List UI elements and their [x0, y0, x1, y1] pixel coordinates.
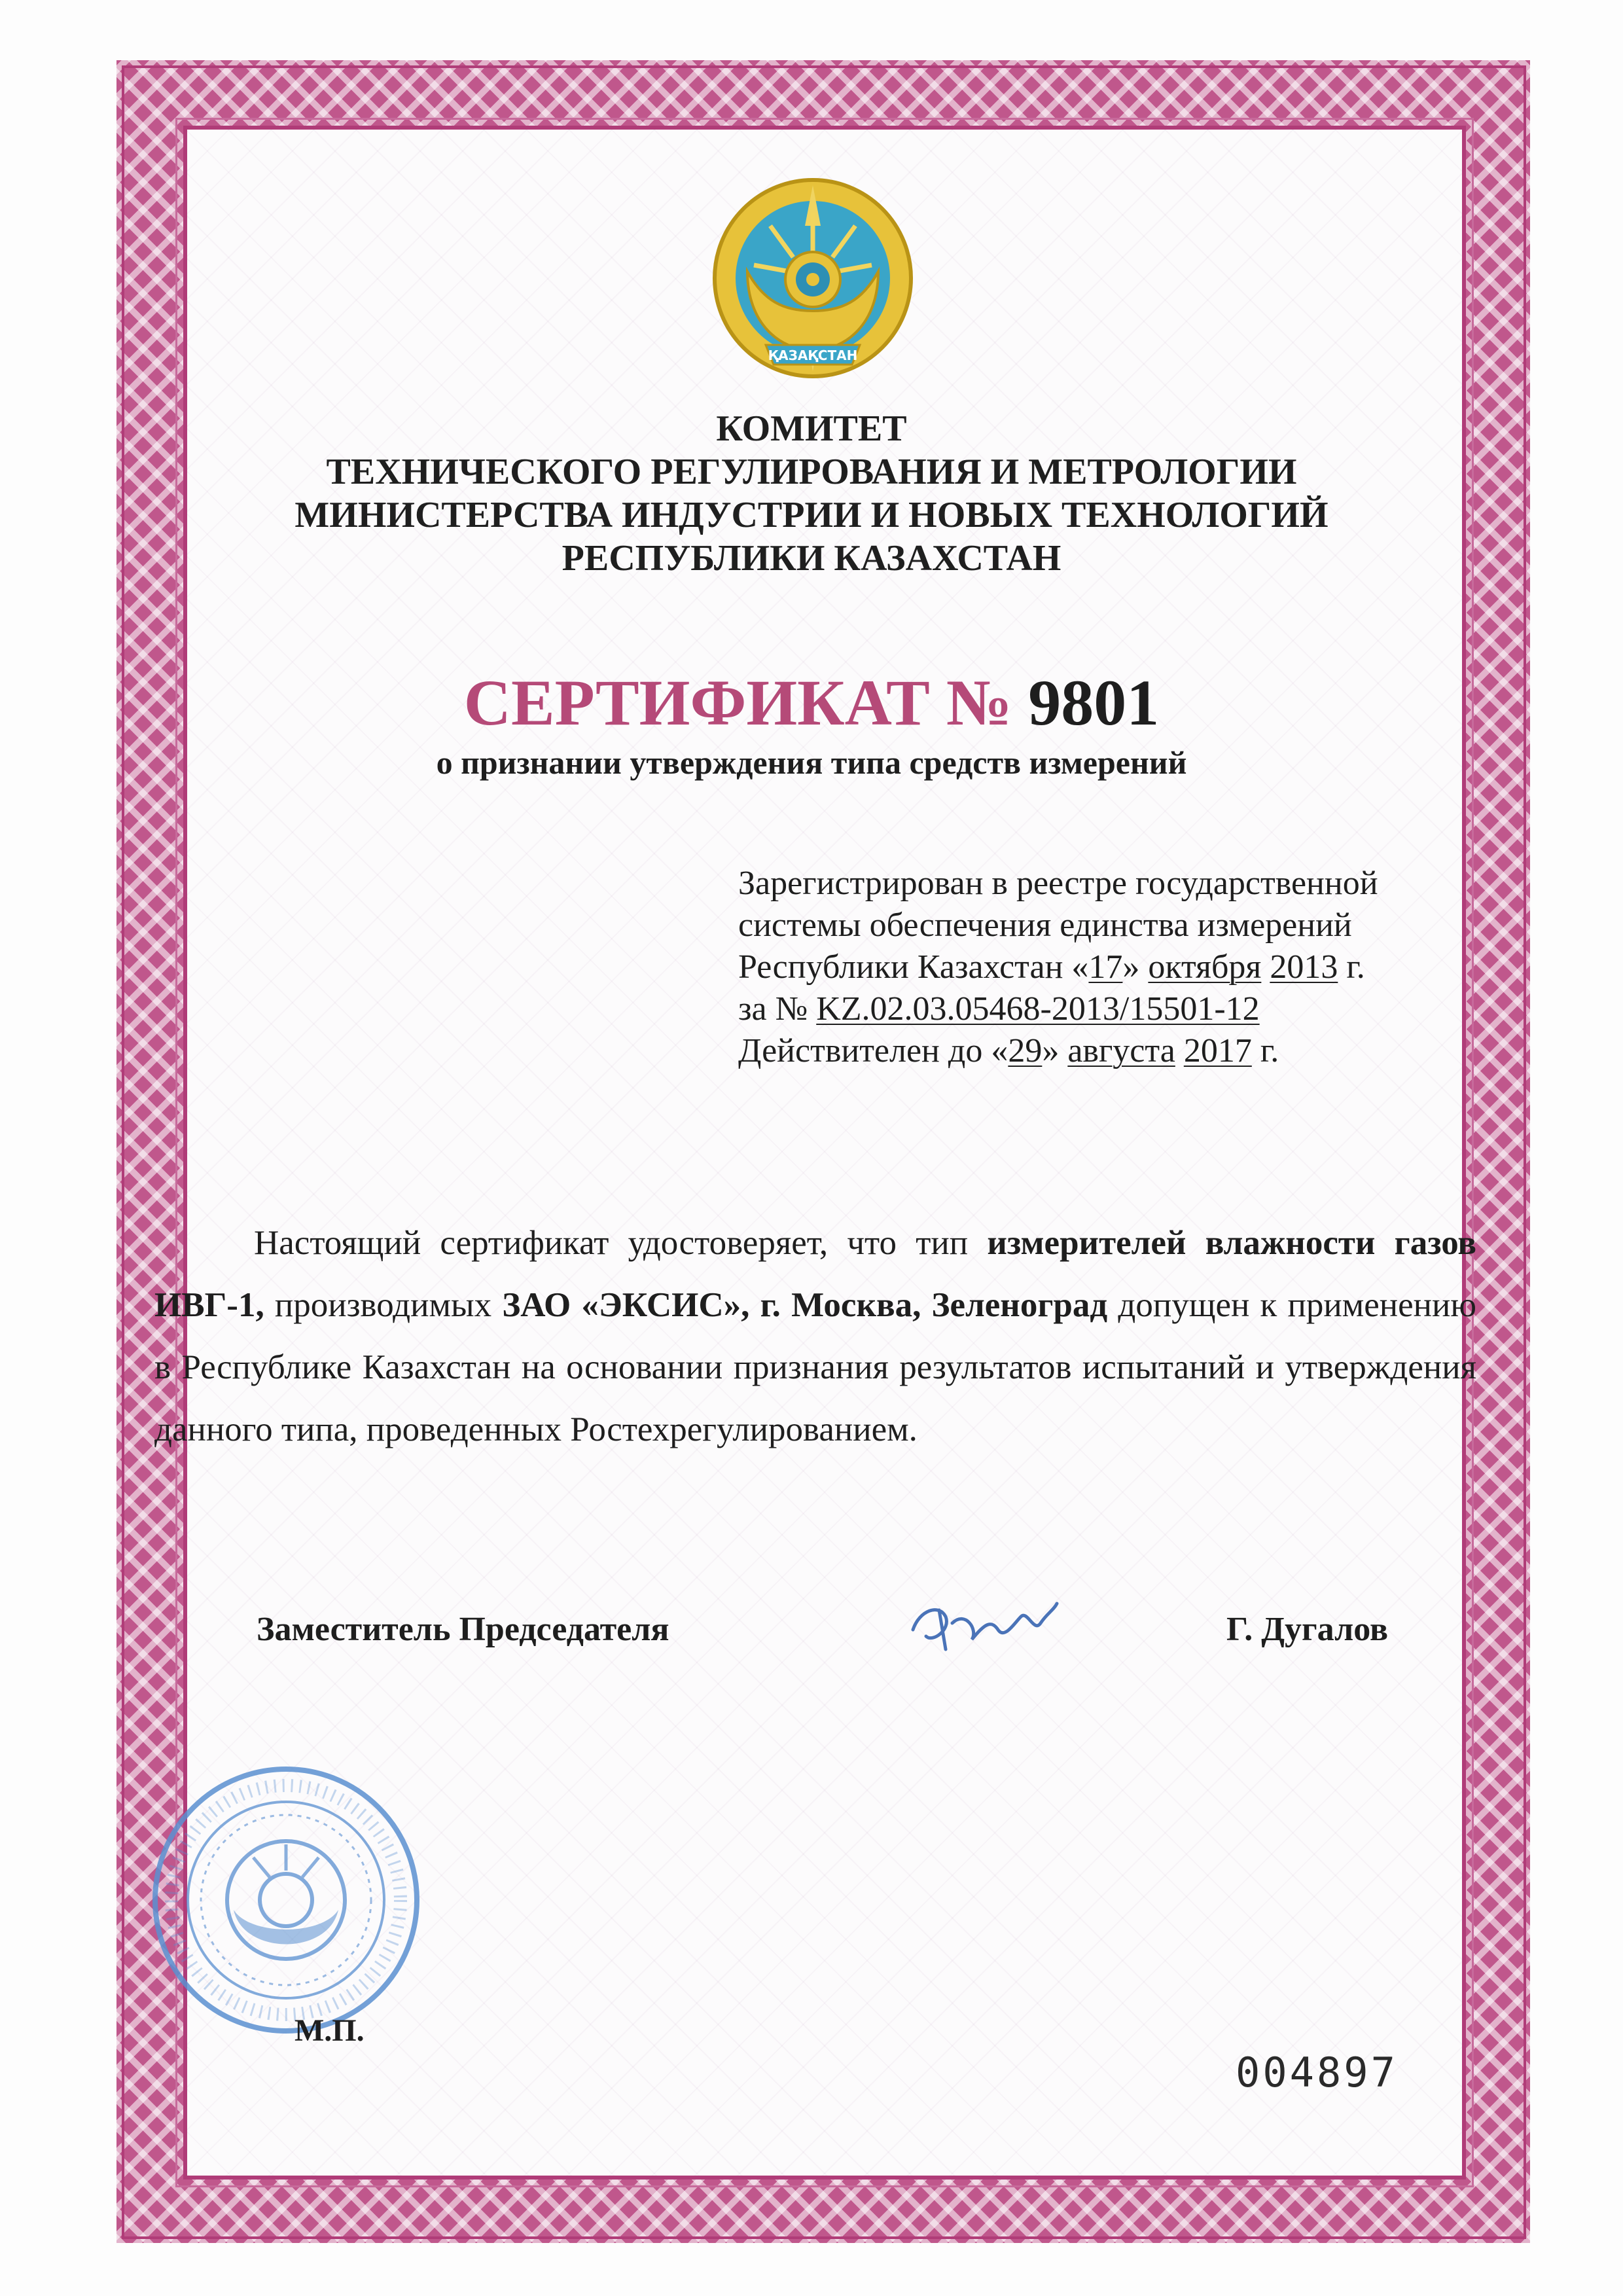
text-fragment: » — [1042, 1032, 1068, 1069]
committee-line: ТЕХНИЧЕСКОГО РЕГУЛИРОВАНИЯ И МЕТРОЛОГИИ — [326, 452, 1297, 492]
committee-header — [0, 407, 1623, 580]
manufacturer: ЗАО «ЭКСИС», г. Москва, Зеленоград — [502, 1286, 1108, 1324]
stamp-label: М.П. — [294, 2013, 365, 2048]
official-seal-icon — [145, 1759, 427, 2041]
valid-month: августа — [1067, 1032, 1175, 1069]
registration-line — [738, 988, 1471, 1030]
certificate-subtitle: о признании утверждения типа средств измерений — [436, 744, 1187, 781]
text-fragment: Действителен до « — [738, 1032, 1008, 1069]
registration-day: 17 — [1088, 948, 1123, 986]
valid-day: 29 — [1008, 1032, 1043, 1069]
committee-line: РЕСПУБЛИКИ КАЗАХСТАН — [562, 538, 1061, 579]
registration-line — [738, 946, 1471, 988]
instrument-type: измерителей влажности газов ИВГ-1, — [154, 1224, 1477, 1324]
text-fragment: Республики Казахстан « — [738, 948, 1089, 986]
registration-block — [738, 863, 1471, 1072]
committee-line: КОМИТЕТ — [716, 408, 907, 449]
certificate-body — [154, 1212, 1476, 1461]
certificate-title — [0, 664, 1623, 742]
text-fragment: г. — [1251, 1032, 1279, 1069]
registration-year: 2013 — [1270, 948, 1338, 986]
text-fragment: Настоящий сертификат удостоверяет, что тип — [254, 1224, 988, 1262]
registration-line: системы обеспечения единства измерений — [738, 906, 1352, 944]
registration-month: октября — [1148, 948, 1262, 986]
text-fragment: допущен к применению в Республике Казахстан на основании признания результатов испытаний и утверждения данного типа, проведенных Ростехрегулированием. — [154, 1286, 1476, 1448]
serial-number: 004897 — [1236, 2049, 1398, 2096]
handwritten-signature-icon — [900, 1584, 1070, 1662]
signatory-name: Г. Дугалов — [1226, 1611, 1389, 1648]
signatory-title: Заместитель Председателя — [257, 1611, 669, 1648]
validity-line — [738, 1030, 1471, 1072]
registration-line: Зарегистрирован в реестре государственной — [738, 865, 1378, 902]
valid-year: 2017 — [1183, 1032, 1252, 1069]
text-fragment: г. — [1338, 948, 1365, 986]
certificate-number: 9801 — [1028, 666, 1160, 739]
text-fragment: » — [1122, 948, 1149, 986]
text-fragment: производимых — [264, 1286, 503, 1324]
registration-number: KZ.02.03.05468-2013/15501-12 — [816, 990, 1260, 1028]
kazakhstan-emblem-icon — [708, 173, 918, 383]
emblem-text: ҚАЗАҚСТАН — [768, 348, 858, 363]
text-fragment: за № — [738, 990, 817, 1028]
committee-line: МИНИСТЕРСТВА ИНДУСТРИИ И НОВЫХ ТЕХНОЛОГИЙ — [294, 495, 1329, 535]
certificate-title-label: СЕРТИФИКАТ № — [463, 666, 1012, 739]
